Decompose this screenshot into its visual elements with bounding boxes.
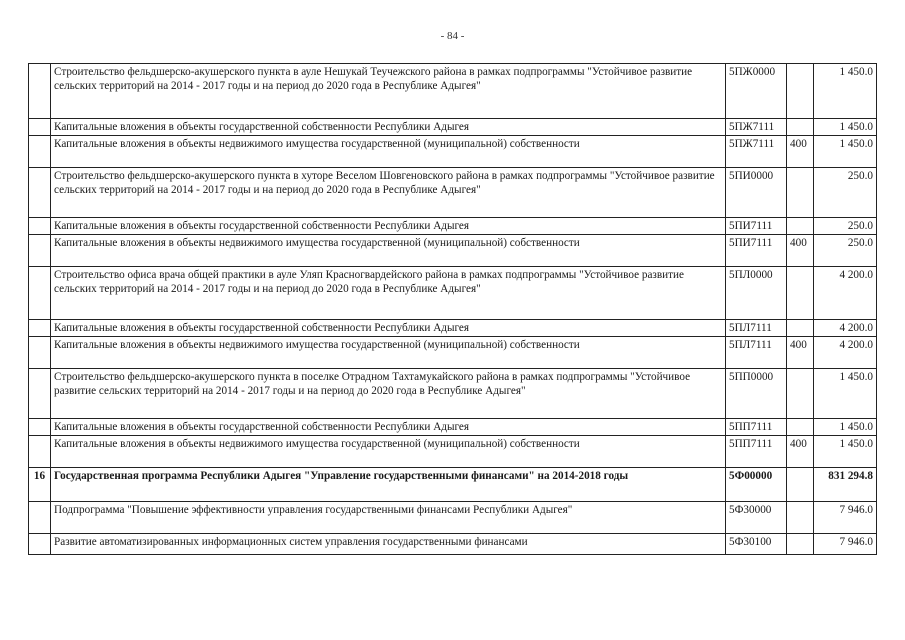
page-number: - 84 - — [440, 30, 465, 42]
row-name-cell: Капитальные вложения в объекты государственной собственности Республики Адыгея — [51, 320, 726, 337]
row-type-cell — [787, 369, 814, 419]
row-number-cell — [29, 369, 51, 419]
row-type-cell — [787, 534, 814, 555]
row-number-cell — [29, 267, 51, 320]
row-type-cell — [787, 502, 814, 534]
row-name-cell: Строительство офиса врача общей практики в ауле Уляп Красногвардейского района в рамках подпрограммы "Устойчивое развитие сельских территорий на 2014 - 2017 годы и на период до 2020 года в Республике Адыгея" — [51, 267, 726, 320]
row-amount-cell: 1 450.0 — [814, 419, 877, 436]
row-code-cell: 5ПП0000 — [726, 369, 787, 419]
row-code-cell: 5ПП7111 — [726, 436, 787, 468]
row-code-cell: 5ПЛ0000 — [726, 267, 787, 320]
row-amount-cell: 250.0 — [814, 168, 877, 218]
table-row — [29, 235, 877, 267]
row-amount-cell: 4 200.0 — [814, 337, 877, 369]
row-number-cell — [29, 136, 51, 168]
row-name-cell: Капитальные вложения в объекты недвижимого имущества государственной (муниципальной) собственности — [51, 436, 726, 468]
row-code-cell: 5ПЖ0000 — [726, 64, 787, 119]
row-type-cell: 400 — [787, 136, 814, 168]
table-row — [29, 64, 877, 119]
row-name-cell: Капитальные вложения в объекты недвижимого имущества государственной (муниципальной) собственности — [51, 235, 726, 267]
row-number-cell — [29, 168, 51, 218]
table-row — [29, 502, 877, 534]
table-row — [29, 218, 877, 235]
row-code-cell: 5ПП7111 — [726, 419, 787, 436]
row-amount-cell: 4 200.0 — [814, 320, 877, 337]
table-row — [29, 534, 877, 555]
row-number-cell: 16 — [29, 468, 51, 502]
table-row — [29, 468, 877, 502]
row-number-cell — [29, 419, 51, 436]
table-row — [29, 320, 877, 337]
row-type-cell — [787, 320, 814, 337]
row-type-cell — [787, 64, 814, 119]
row-number-cell — [29, 320, 51, 337]
row-amount-cell: 1 450.0 — [814, 136, 877, 168]
table-row — [29, 136, 877, 168]
row-number-cell — [29, 337, 51, 369]
table-row — [29, 119, 877, 136]
row-name-cell: Подпрограмма "Повышение эффективности управления государственными финансами Республики Адыгея" — [51, 502, 726, 534]
row-name-cell: Развитие автоматизированных информационных систем управления государственными финансами — [51, 534, 726, 555]
row-type-cell — [787, 267, 814, 320]
row-type-cell: 400 — [787, 235, 814, 267]
table-row — [29, 436, 877, 468]
table-row — [29, 267, 877, 320]
row-amount-cell: 250.0 — [814, 235, 877, 267]
row-amount-cell: 7 946.0 — [814, 534, 877, 555]
row-type-cell: 400 — [787, 337, 814, 369]
table-row — [29, 168, 877, 218]
row-code-cell: 5Ф30000 — [726, 502, 787, 534]
row-amount-cell: 1 450.0 — [814, 369, 877, 419]
row-name-cell: Капитальные вложения в объекты недвижимого имущества государственной (муниципальной) собственности — [51, 337, 726, 369]
row-amount-cell: 1 450.0 — [814, 436, 877, 468]
row-code-cell: 5ПИ0000 — [726, 168, 787, 218]
row-name-cell: Строительство фельдшерско-акушерского пункта в хуторе Веселом Шовгеновского района в рамках подпрограммы "Устойчивое развитие сельских территорий на 2014 - 2017 годы и на период до 2020 года в Республике Адыгея" — [51, 168, 726, 218]
row-type-cell — [787, 419, 814, 436]
row-code-cell: 5ПИ7111 — [726, 218, 787, 235]
row-name-cell: Строительство фельдшерско-акушерского пункта в ауле Нешукай Теучежского района в рамках подпрограммы "Устойчивое развитие сельских территорий на 2014 - 2017 годы и на период до 2020 года в Республике Адыгея" — [51, 64, 726, 119]
row-number-cell — [29, 502, 51, 534]
table-row — [29, 369, 877, 419]
row-code-cell: 5ПЖ7111 — [726, 119, 787, 136]
row-amount-cell: 7 946.0 — [814, 502, 877, 534]
row-type-cell — [787, 218, 814, 235]
row-code-cell: 5ПЛ7111 — [726, 320, 787, 337]
table-row — [29, 337, 877, 369]
row-number-cell — [29, 534, 51, 555]
row-name-cell: Капитальные вложения в объекты государственной собственности Республики Адыгея — [51, 419, 726, 436]
row-number-cell — [29, 64, 51, 119]
row-name-cell: Строительство фельдшерско-акушерского пункта в поселке Отрадном Тахтамукайского района в рамках подпрограммы "Устойчивое развитие сельских территорий на 2014 - 2017 годы и на период до 2020 года в Республике Адыгея" — [51, 369, 726, 419]
row-code-cell: 5Ф00000 — [726, 468, 787, 502]
row-amount-cell: 1 450.0 — [814, 119, 877, 136]
row-amount-cell: 831 294.8 — [814, 468, 877, 502]
row-amount-cell: 4 200.0 — [814, 267, 877, 320]
row-number-cell — [29, 235, 51, 267]
row-name-cell: Капитальные вложения в объекты недвижимого имущества государственной (муниципальной) собственности — [51, 136, 726, 168]
row-type-cell — [787, 168, 814, 218]
row-code-cell: 5ПЛ7111 — [726, 337, 787, 369]
row-number-cell — [29, 436, 51, 468]
row-name-cell: Государственная программа Республики Адыгея "Управление государственными финансами" на 2014-2018 годы — [51, 468, 726, 502]
row-type-cell — [787, 119, 814, 136]
row-code-cell: 5ПИ7111 — [726, 235, 787, 267]
row-code-cell: 5ПЖ7111 — [726, 136, 787, 168]
row-number-cell — [29, 218, 51, 235]
budget-table — [28, 63, 877, 555]
table-row — [29, 419, 877, 436]
row-number-cell — [29, 119, 51, 136]
row-type-cell — [787, 468, 814, 502]
row-name-cell: Капитальные вложения в объекты государственной собственности Республики Адыгея — [51, 218, 726, 235]
row-type-cell: 400 — [787, 436, 814, 468]
row-amount-cell: 1 450.0 — [814, 64, 877, 119]
row-code-cell: 5Ф30100 — [726, 534, 787, 555]
row-amount-cell: 250.0 — [814, 218, 877, 235]
row-name-cell: Капитальные вложения в объекты государственной собственности Республики Адыгея — [51, 119, 726, 136]
